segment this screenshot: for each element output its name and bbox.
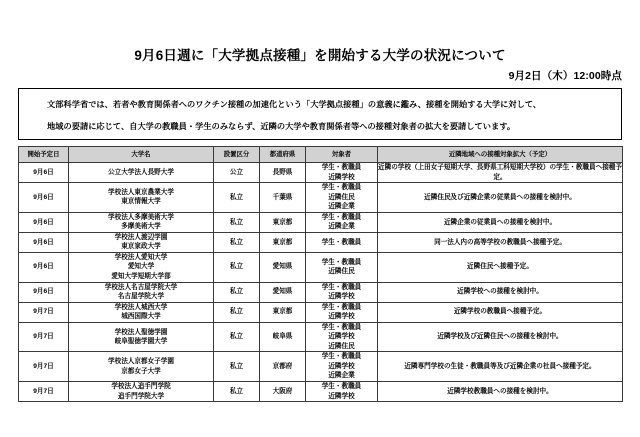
cell-start-date: 9月6日 [19,232,69,252]
notice-box [18,88,622,140]
table-row [19,282,623,302]
cell-target-line: 近隣企業 [328,203,355,211]
cell-target-line: 近隣学校 [328,392,355,400]
cell-target-line: 近隣学校 [328,362,355,370]
cell-prefecture: 愛知県 [260,282,306,302]
table-row [19,322,623,352]
table-body [19,163,623,402]
column-header-type: 設置区分 [214,147,260,163]
cell-university-line: 岐阜聖徳学園大学 [114,338,168,346]
cell-type: 私立 [214,352,260,382]
cell-university-line: 学校法人多摩美術大学 [108,213,174,221]
column-header-university: 大学名 [69,147,214,163]
cell-expansion: 近隣住民及び近隣企業の従業員への接種を検討中。 [378,183,623,213]
cell-university-line: 公立大学法人長野大学 [108,168,174,176]
cell-type: 私立 [214,183,260,213]
cell-target [306,232,378,252]
cell-target [306,252,378,282]
table-row [19,382,623,402]
cell-start-date: 9月6日 [19,282,69,302]
cell-university-line: 愛知大学短期大学部 [111,273,171,281]
column-header-expansion: 近隣地域への接種対象拡大（予定） [378,147,623,163]
university-status-table [18,146,623,402]
cell-target-line: 学生・教職員 [321,323,362,331]
cell-target-line: 近隣住民 [328,268,355,276]
cell-university [69,252,214,282]
cell-start-date: 9月7日 [19,322,69,352]
cell-university-line: 多摩美術大学 [121,223,161,231]
cell-expansion: 近隣企業の従業員への接種を検討中。 [378,212,623,232]
cell-target-line: 近隣学校 [328,173,355,181]
cell-target [306,302,378,322]
cell-university-line: 愛知大学 [127,263,155,271]
table-row [19,252,623,282]
notice-line-2: 地域の要請に応じて、自大学の教職員・学生のみならず、近隣の大学や教育関係者等への接種対象者の拡大を要請しています。 [47,122,516,131]
table-row [19,212,623,232]
cell-university-line: 城西国際大学 [121,313,161,321]
cell-expansion: 近隣専門学校の生徒・教職員等及び近隣企業の社員へ接種予定。 [378,352,623,382]
cell-type: 私立 [214,252,260,282]
page-title: 9月6日週に「大学拠点接種」を開始する大学の状況について [134,48,506,63]
cell-start-date: 9月7日 [19,302,69,322]
cell-start-date: 9月7日 [19,352,69,382]
table-row [19,163,623,183]
cell-target-line: 近隣住民 [328,342,355,350]
cell-expansion: 同一法人内の高等学校の教職員へ接種予定。 [378,232,623,252]
cell-type: 私立 [214,322,260,352]
cell-expansion: 近隣学校の教職員へ接種予定。 [378,302,623,322]
cell-target-line: 近隣学校 [328,293,355,301]
cell-university-line: 学校法人渡辺学園 [114,233,168,241]
cell-university [69,322,214,352]
cell-target-line: 学生・教職員 [321,353,362,361]
cell-university [69,183,214,213]
cell-target [306,183,378,213]
as-of-timestamp: 9月2日（木）12:00時点 [508,70,622,82]
cell-target-line: 近隣企業 [328,372,355,380]
cell-prefecture: 千葉県 [260,183,306,213]
table-row [19,183,623,213]
table-row [19,302,623,322]
cell-target-line: 近隣学校 [328,313,355,321]
cell-target-line: 近隣住民 [328,193,355,201]
cell-prefecture: 愛知県 [260,252,306,282]
cell-target-line: 学生・教職員 [321,184,362,192]
column-header-prefecture: 都道府県 [260,147,306,163]
cell-university [69,212,214,232]
cell-target [306,163,378,183]
cell-university-line: 追手門学院大学 [117,392,165,400]
cell-type: 私立 [214,382,260,402]
cell-prefecture: 東京都 [260,212,306,232]
cell-university [69,302,214,322]
cell-university [69,282,214,302]
cell-expansion: 近隣の学校（上田女子短期大学、長野県工科短期大学校）の学生・教職員へ接種予定。 [378,163,623,183]
cell-target-line: 学生・教職員 [321,283,362,291]
cell-university-line: 学校法人東京農業大学 [108,188,174,196]
cell-university-line: 学校法人京都女子学園 [108,358,174,366]
cell-target [306,382,378,402]
cell-expansion: 近隣学校及び近隣住民への接種を検討中。 [378,322,623,352]
table-header-row [19,147,623,163]
cell-target-line: 学生・教職員 [321,383,362,391]
cell-type: 私立 [214,232,260,252]
cell-university-line: 学校法人城西大学 [114,303,168,311]
cell-type: 私立 [214,302,260,322]
cell-university-line: 東京情報大学 [121,198,161,206]
cell-type: 公立 [214,163,260,183]
cell-university-line: 学校法人聖徳学園 [114,328,168,336]
cell-start-date: 9月6日 [19,212,69,232]
cell-target-line: 学生・教職員 [321,258,362,266]
table-header [19,147,623,163]
column-header-start-date: 開始予定日 [19,147,69,163]
cell-university-line: 学校法人名古屋学院大学 [104,283,178,291]
cell-university-line: 名古屋学院大学 [117,293,165,301]
cell-start-date: 9月7日 [19,382,69,402]
cell-target [306,352,378,382]
cell-prefecture: 京都府 [260,352,306,382]
cell-start-date: 9月6日 [19,183,69,213]
cell-target [306,322,378,352]
cell-university [69,352,214,382]
cell-target [306,212,378,232]
cell-prefecture: 大阪府 [260,382,306,402]
university-table-wrapper [18,146,622,402]
notice-line-1: 文部科学省では、若者や教育関係者へのワクチン接種の加速化という「大学拠点接種」の意義に鑑み、接種を開始する大学に対して、 [47,100,542,109]
cell-type: 私立 [214,212,260,232]
cell-target-line: 近隣企業 [328,223,355,231]
column-header-target: 対象者 [306,147,378,163]
cell-prefecture: 東京都 [260,302,306,322]
cell-expansion: 近隣学校教職員への接種を検討中。 [378,382,623,402]
cell-prefecture: 東京都 [260,232,306,252]
cell-university [69,232,214,252]
table-row [19,232,623,252]
cell-type: 私立 [214,282,260,302]
cell-university-line: 東京家政大学 [121,243,161,251]
cell-target [306,282,378,302]
cell-target-line: 学生・教職員 [321,213,362,221]
cell-university-line: 学校法人追手門学院 [111,383,171,391]
cell-university [69,163,214,183]
cell-target-line: 学生・教職員 [321,164,362,171]
table-row [19,352,623,382]
cell-start-date: 9月6日 [19,163,69,183]
cell-university-line: 京都女子大学 [121,367,161,375]
cell-expansion: 近隣住民へ接種予定。 [378,252,623,282]
cell-target-line: 学生・教職員 [321,303,362,311]
cell-target-line: 近隣学校 [328,333,355,341]
cell-expansion: 近隣学校への接種を検討中。 [378,282,623,302]
cell-target-line: 学生・教職員 [321,238,362,246]
cell-prefecture: 岐阜県 [260,322,306,352]
cell-university [69,382,214,402]
cell-start-date: 9月6日 [19,252,69,282]
cell-prefecture: 長野県 [260,163,306,183]
cell-university-line: 学校法人愛知大学 [114,253,168,261]
